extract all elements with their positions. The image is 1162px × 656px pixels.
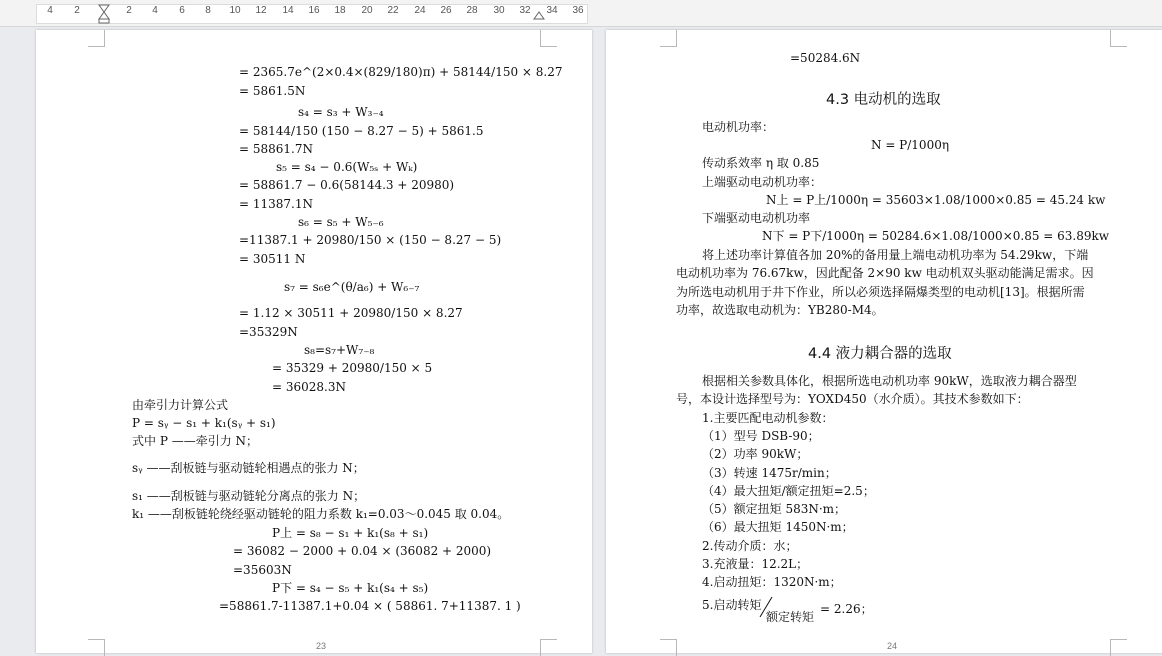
margin-corner xyxy=(88,639,105,656)
formula-line: =35603N xyxy=(233,563,292,577)
ruler-tick: 34 xyxy=(546,5,558,16)
list-item: （2）功率 90kW； xyxy=(702,447,809,461)
section-heading-4-3: 4.3 电动机的选取 xyxy=(826,92,941,108)
body-text: 号，本设计选择型号为：YOXD450（水介质）。其技术参数如下： xyxy=(676,392,1029,406)
body-text: 功率，故选取电动机为：YB280-M4。 xyxy=(676,303,884,317)
torque-ratio-line xyxy=(702,596,761,613)
list-item: （4）最大扭矩/额定扭矩=2.5； xyxy=(702,484,875,498)
formula-line: s₈=s₇+W₇₋₈ xyxy=(304,343,375,357)
body-text: 下端驱动电动机功率 xyxy=(702,211,811,225)
margin-corner xyxy=(660,30,677,47)
formula-line: = 1.12 × 30511 + 20980/150 × 8.27 xyxy=(239,306,463,320)
formula-line: = 36028.3N xyxy=(272,380,346,394)
body-text: 电动机功率为 76.67kw，因此配备 2×90 kw 电动机双头驱动能满足需求。因 xyxy=(676,266,1094,280)
ruler-tick: 4 xyxy=(47,5,53,16)
ruler-tick: 30 xyxy=(493,5,505,16)
margin-corner xyxy=(540,639,557,656)
ruler-tick: 4 xyxy=(152,5,158,16)
formula-line: = 58861.7 − 0.6(58144.3 + 20980) xyxy=(239,178,455,192)
page-24[interactable] xyxy=(606,30,1162,653)
ruler-tick: 14 xyxy=(282,5,294,16)
formula-line: = 30511 N xyxy=(239,252,306,266)
body-text: 由牵引力计算公式 xyxy=(132,398,229,412)
ruler-tick: 2 xyxy=(74,5,80,16)
formula-line: P下 = s₄ − s₅ + k₁(s₄ + s₅) xyxy=(272,581,429,595)
ruler-tick: 26 xyxy=(440,5,452,16)
ruler-tick: 28 xyxy=(466,5,478,16)
formula-line: N = P/1000η xyxy=(871,138,950,152)
ruler-tick: 10 xyxy=(229,5,241,16)
ruler-tick: 2 xyxy=(126,5,132,16)
list-item: （5）额定扭矩 583N·m； xyxy=(702,502,847,516)
margin-corner xyxy=(1110,639,1127,656)
formula-line: = 11387.1N xyxy=(239,197,313,211)
margin-corner xyxy=(540,30,557,47)
page-23[interactable] xyxy=(36,30,592,653)
body-text: 上端驱动电动机功率： xyxy=(702,175,823,189)
formula-line: N下 = P下/1000η = 50284.6×1.08/1000×0.85 = 63.89kw xyxy=(762,229,1110,243)
formula-line: =11387.1 + 20980/150 × (150 − 8.27 − 5) xyxy=(239,233,502,247)
right-indent-marker-icon[interactable] xyxy=(533,4,545,24)
ruler-tick: 8 xyxy=(205,5,211,16)
formula-line: = 5861.5N xyxy=(239,84,306,98)
formula-line: = 35329 + 20980/150 × 5 xyxy=(272,361,433,375)
torque-ratio-value: = 2.26； xyxy=(820,602,873,616)
formula-line: s₄ = s₃ + W₃₋₄ xyxy=(298,105,384,119)
body-text: k₁ ——刮板链轮绕经驱动链轮的阻力系数 k₁=0.03～0.045 取 0.04。 xyxy=(132,507,510,521)
formula-line: N上 = P上/1000η = 35603×1.08/1000×0.85 = 45.24 kw xyxy=(766,193,1106,207)
ruler-tick: 32 xyxy=(519,5,531,16)
section-heading-4-4: 4.4 液力耦合器的选取 xyxy=(808,346,952,362)
formula-line: =35329N xyxy=(239,325,298,339)
formula-line: P上 = s₈ − s₁ + k₁(s₈ + s₁) xyxy=(272,526,429,540)
horizontal-ruler[interactable] xyxy=(0,0,1162,27)
formula-line: =50284.6N xyxy=(790,51,861,65)
body-text: s₁ ——刮板链与驱动链轮分离点的张力 N； xyxy=(132,489,366,503)
formula-line: = 58861.7N xyxy=(239,142,313,156)
ruler-tick: 18 xyxy=(334,5,346,16)
margin-corner xyxy=(88,30,105,47)
ruler-tick: 22 xyxy=(387,5,399,16)
list-item: （6）最大扭矩 1450N·m； xyxy=(702,520,854,534)
formula-line: = 58144/150 (150 − 8.27 − 5) + 5861.5 xyxy=(239,124,484,138)
list-item: 4.启动扭矩：1320N·m； xyxy=(702,575,842,589)
list-item: 3.充液量：12.2L； xyxy=(702,557,809,571)
margin-corner xyxy=(1110,30,1127,47)
torque-numerator: 5.启动转矩 xyxy=(702,598,762,612)
formula-line: P = sᵧ − s₁ + k₁(sᵧ + s₁) xyxy=(132,416,276,430)
ruler-tick: 20 xyxy=(361,5,373,16)
page-number: 24 xyxy=(887,641,898,651)
ruler-tick: 12 xyxy=(255,5,267,16)
body-text: 式中 P ——牵引力 N； xyxy=(132,434,259,448)
margin-corner xyxy=(660,639,677,656)
formula-line: = 36082 − 2000 + 0.04 × (36082 + 2000) xyxy=(233,544,492,558)
body-text: sᵧ ——刮板链与驱动链轮相遇点的张力 N； xyxy=(132,461,365,475)
body-text: 为所选电动机用于井下作业，所以必须选择隔爆类型的电动机[13]。根据所需 xyxy=(676,285,1085,299)
list-item: 1.主要匹配电动机参数： xyxy=(702,411,834,425)
ruler-tick: 6 xyxy=(179,5,185,16)
formula-line: s₇ = s₆e^(θ/a₆) + W₆₋₇ xyxy=(284,280,420,294)
page-number: 23 xyxy=(316,641,327,651)
ruler-tick: 36 xyxy=(572,5,584,16)
body-text: 根据相关参数具体化，根据所选电动机功率 90kW，选取液力耦合器型 xyxy=(702,374,1077,388)
body-text: 电动机功率： xyxy=(702,120,775,134)
body-text: 将上述功率计算值各加 20%的备用量上端电动机功率为 54.29kw，下端 xyxy=(702,248,1089,262)
torque-denominator: 额定转矩 xyxy=(766,610,815,624)
formula-line: = 2365.7e^(2×0.4×(829/180)π) + 58144/150 × 8.27 xyxy=(239,65,563,79)
body-text: 传动系效率 η 取 0.85 xyxy=(702,156,820,170)
ruler-tick: 16 xyxy=(308,5,320,16)
formula-line: =58861.7-11387.1+0.04 × ( 58861. 7+11387. 1 ) xyxy=(219,599,521,613)
ruler-tick: 24 xyxy=(414,5,426,16)
formula-line: s₅ = s₄ − 0.6(W₅ₛ + Wₖ) xyxy=(276,160,418,174)
list-item: 2.传动介质：水； xyxy=(702,539,798,553)
formula-line: s₆ = s₅ + W₅₋₆ xyxy=(298,215,384,229)
list-item: （3）转速 1475r/min； xyxy=(702,466,837,480)
indent-marker-icon[interactable] xyxy=(98,4,110,24)
list-item: （1）型号 DSB-90； xyxy=(702,429,820,443)
